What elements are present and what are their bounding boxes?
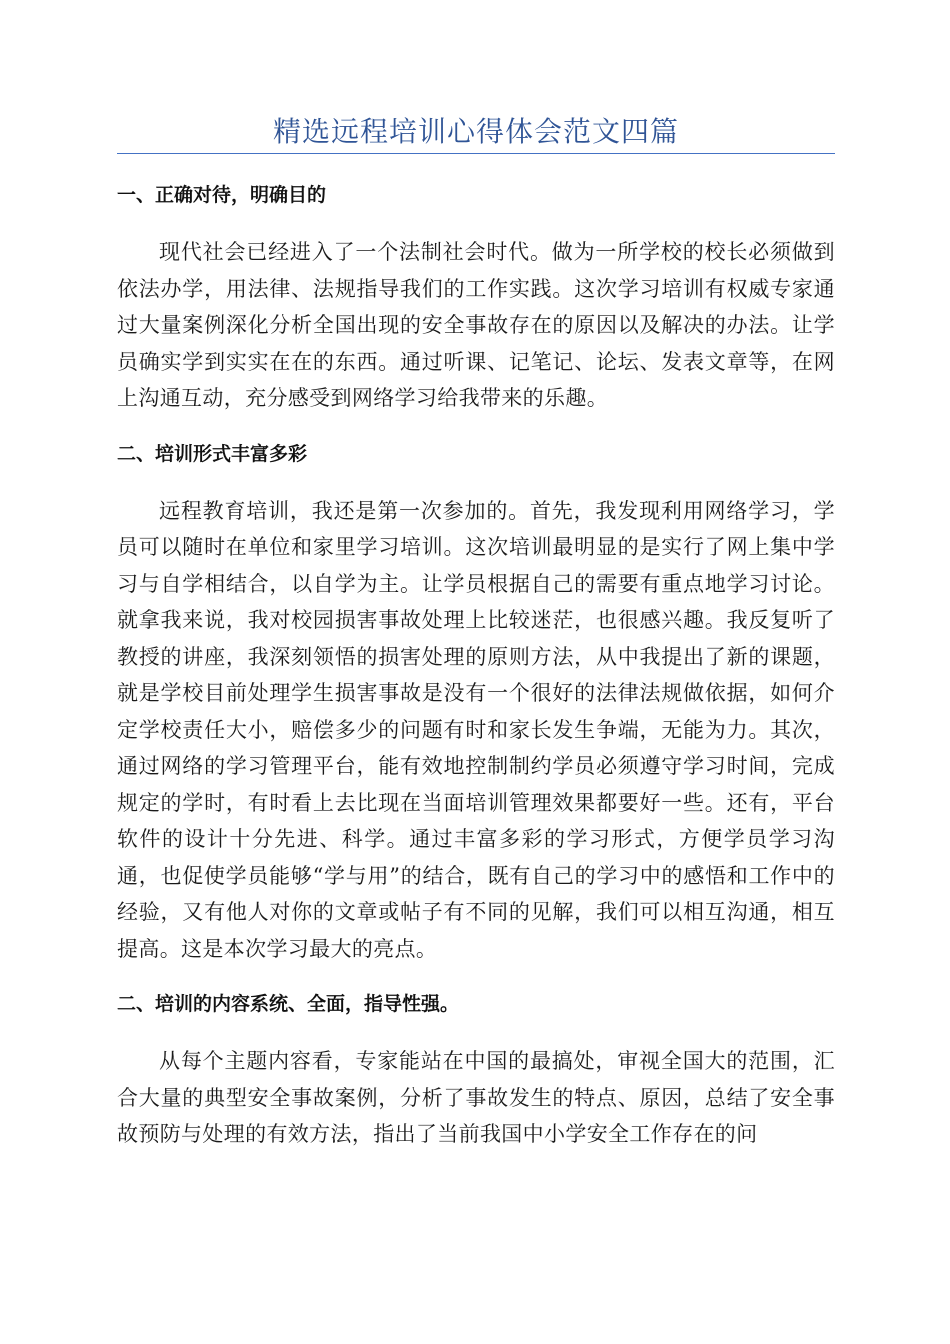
section-paragraph: 从每个主题内容看，专家能站在中国的最搞处，审视全国大的范围，汇合大量的典型安全事故案例，分析了事故发生的特点、原因，总结了安全事故预防与处理的有效方法，指出了当前我国中小学安全工作存在的问	[117, 1049, 835, 1146]
section-heading: 一、正确对待，明确目的	[117, 184, 327, 206]
section-3	[117, 987, 835, 1153]
section-paragraph: 现代社会已经进入了一个法制社会时代。做为一所学校的校长必须做到依法办学，用法律、法规指导我们的工作实践。这次学习培训有权威专家通过大量案例深化分析全国出现的安全事故存在的原因以及解决的办法。让学员确实学到实实在在的东西。通过听课、记笔记、论坛、发表文章等，在网上沟通互动，充分感受到网络学习给我带来的乐趣。	[117, 240, 835, 410]
title-underline	[117, 153, 835, 154]
section-heading: 二、培训的内容系统、全面，指导性强。	[117, 993, 460, 1015]
document-body	[117, 178, 835, 1153]
section-paragraph: 远程教育培训，我还是第一次参加的。首先，我发现利用网络学习，学员可以随时在单位和家里学习培训。这次培训最明显的是实行了网上集中学习与自学相结合，以自学为主。让学员根据自己的需要有重点地学习讨论。就拿我来说，我对校园损害事故处理上比较迷茫，也很感兴趣。我反复听了教授的讲座，我深刻领悟的损害处理的原则方法，从中我提出了新的课题，就是学校目前处理学生损害事故是没有一个很好的法律法规做依据，如何介定学校责任大小，赔偿多少的问题有时和家长发生争端，无能为力。其次，通过网络的学习管理平台，能有效地控制制约学员必须遵守学习时间，完成规定的学时，有时看上去比现在当面培训管理效果都要好一些。还有，平台软件的设计十分先进、科学。通过丰富多彩的学习形式，方便学员学习沟通，也促使学员能够“学与用”的结合，既有自己的学习中的感悟和工作中的经验，又有他人对你的文章或帖子有不同的见解，我们可以相互沟通，相互提高。这是本次学习最大的亮点。	[117, 498, 835, 961]
section-2	[117, 437, 835, 968]
document-title: 精选远程培训心得体会范文四篇	[272, 115, 679, 148]
section-1	[117, 178, 835, 417]
section-heading: 二、培训形式丰富多彩	[117, 442, 308, 465]
